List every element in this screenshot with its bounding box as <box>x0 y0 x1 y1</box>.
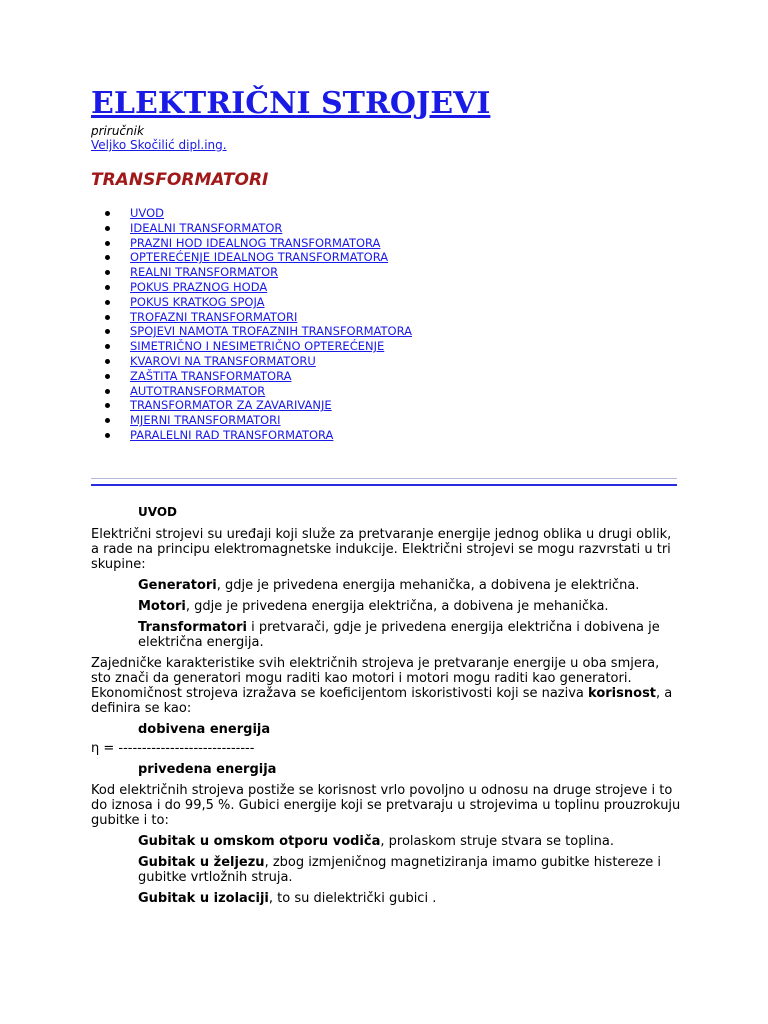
bullet-icon <box>105 329 110 334</box>
characteristics-paragraph <box>91 656 681 716</box>
toc-link[interactable]: POKUS KRATKOG SPOJA <box>130 294 265 309</box>
toc-item <box>91 339 412 354</box>
toc-link[interactable]: PARALELNI RAD TRANSFORMATORA <box>130 427 334 442</box>
toc-link[interactable]: TROFAZNI TRANSFORMATORI <box>130 309 298 324</box>
loss-term: Gubitak u izolaciji <box>138 891 269 906</box>
formula-numerator: dobivena energija <box>138 722 271 737</box>
group-item <box>138 578 681 593</box>
toc-link[interactable]: KVAROVI NA TRANSFORMATORU <box>130 353 316 368</box>
toc-item <box>91 250 412 265</box>
loss-text: , prolaskom struje stvara se toplina. <box>380 834 615 849</box>
toc-link-uvod[interactable]: UVOD <box>130 206 164 220</box>
divider-thin <box>91 478 677 479</box>
toc-item <box>91 369 412 384</box>
bullet-icon <box>105 389 110 394</box>
toc-item <box>91 280 412 295</box>
bullet-icon <box>105 255 110 260</box>
toc-item <box>91 354 412 369</box>
bullet-icon <box>105 241 110 246</box>
divider-thick <box>91 484 677 486</box>
bullet-icon <box>105 433 110 438</box>
loss-item <box>138 834 681 849</box>
bullet-icon <box>105 300 110 305</box>
toc-item <box>91 265 412 280</box>
uvod-heading: UVOD <box>138 505 177 519</box>
group-term: Motori <box>138 599 186 614</box>
table-of-contents <box>91 206 412 443</box>
toc-item <box>91 324 412 339</box>
document-subtitle: priručnik <box>91 124 144 138</box>
group-item <box>138 620 681 650</box>
bullet-icon <box>105 374 110 379</box>
bullet-icon <box>105 315 110 320</box>
bullet-icon <box>105 226 110 231</box>
section-title: TRANSFORMATORI <box>91 170 269 190</box>
toc-link[interactable]: IDEALNI TRANSFORMATOR <box>130 220 283 235</box>
loss-text: , to su dielektrički gubici . <box>268 891 437 906</box>
toc-link[interactable]: AUTOTRANSFORMATOR <box>130 383 266 398</box>
group-text: i pretvarači, gdje je privedena energija električna i dobivena je električna energija. <box>138 620 660 650</box>
toc-link[interactable]: SPOJEVI NAMOTA TROFAZNIH TRANSFORMATORA <box>130 324 412 339</box>
toc-item <box>91 398 412 413</box>
bullet-icon <box>105 211 110 216</box>
toc-item <box>91 295 412 310</box>
group-text: , gdje je privedena energija električna, a dobivena je mehanička. <box>185 599 609 614</box>
bullet-icon <box>105 285 110 290</box>
document-title-link[interactable]: ELEKTRIČNI STROJEVI <box>91 86 491 121</box>
toc-link[interactable]: OPTEREĆENJE IDEALNOG TRANSFORMATORA <box>130 250 389 265</box>
bullet-icon <box>105 359 110 364</box>
toc-link[interactable]: ZAŠTITA TRANSFORMATORA <box>130 368 292 383</box>
toc-link[interactable]: POKUS PRAZNOG HODA <box>130 279 268 294</box>
losses-paragraph: Kod električnih strojeva postiže se korisnost vrlo povoljno u odnosu na druge strojeve i to do iznosa i do 99,5 %. Gubici energije koji se pretvaraju u strojevima u toplinu prouzrokuju gubitke i to: <box>91 783 681 828</box>
toc-link[interactable]: MJERNI TRANSFORMATORI <box>130 413 281 428</box>
para2-text-end: , a definira se kao: <box>91 686 673 716</box>
loss-term: Gubitak u željezu <box>138 855 265 870</box>
bullet-icon <box>105 270 110 275</box>
korisnost-term: korisnost <box>588 686 657 701</box>
toc-link[interactable]: PRAZNI HOD IDEALNOG TRANSFORMATORA <box>130 235 381 250</box>
bullet-icon <box>105 344 110 349</box>
author-link[interactable]: Veljko Skočilić dipl.ing. <box>91 138 227 152</box>
toc-link[interactable]: TRANSFORMATOR ZA ZAVARIVANJE <box>130 398 332 413</box>
para2-text-start: Zajedničke karakteristike svih električnih strojeva je pretvaranje energije u oba smjera, sto znači da generatori mogu raditi kao motori i motori mogu raditi kao generatori. Ekonomičnost strojeva izražava se koeficijentom iskoristivosti koji se naziva <box>91 656 660 701</box>
toc-item <box>91 428 412 443</box>
loss-term: Gubitak u omskom otporu vodiča <box>138 834 381 849</box>
bullet-icon <box>105 403 110 408</box>
intro-paragraph: Električni strojevi su uređaji koji služe za pretvaranje energije jednog oblika u drugi oblik, a rade na principu elektromagnetske indukcije. Električni strojevi se mogu razvrstati u tri skupine: <box>91 527 672 572</box>
toc-item <box>91 221 412 236</box>
loss-item <box>138 855 681 885</box>
toc-link[interactable]: REALNI TRANSFORMATOR <box>130 265 279 280</box>
group-text: , gdje je privedena energija mehanička, a dobivena je električna. <box>216 578 640 593</box>
loss-item <box>138 891 681 906</box>
toc-item <box>91 310 412 325</box>
loss-text: , zbog izmjeničnog magnetiziranja imamo gubitke histereze i gubitke vrtložnih struja. <box>138 855 662 885</box>
toc-item <box>91 413 412 428</box>
toc-link[interactable]: SIMETRIČNO I NESIMETRIČNO OPTEREĆENJE <box>130 339 385 354</box>
uvod-section <box>91 505 681 912</box>
formula-equation: η = ----------------------------- <box>91 741 255 756</box>
group-item <box>138 599 681 614</box>
formula-denominator: privedena energija <box>138 762 277 777</box>
toc-item <box>91 206 412 221</box>
group-term: Generatori <box>138 578 217 593</box>
group-term: Transformatori <box>138 620 247 635</box>
toc-item <box>91 236 412 251</box>
toc-item <box>91 384 412 399</box>
bullet-icon <box>105 418 110 423</box>
